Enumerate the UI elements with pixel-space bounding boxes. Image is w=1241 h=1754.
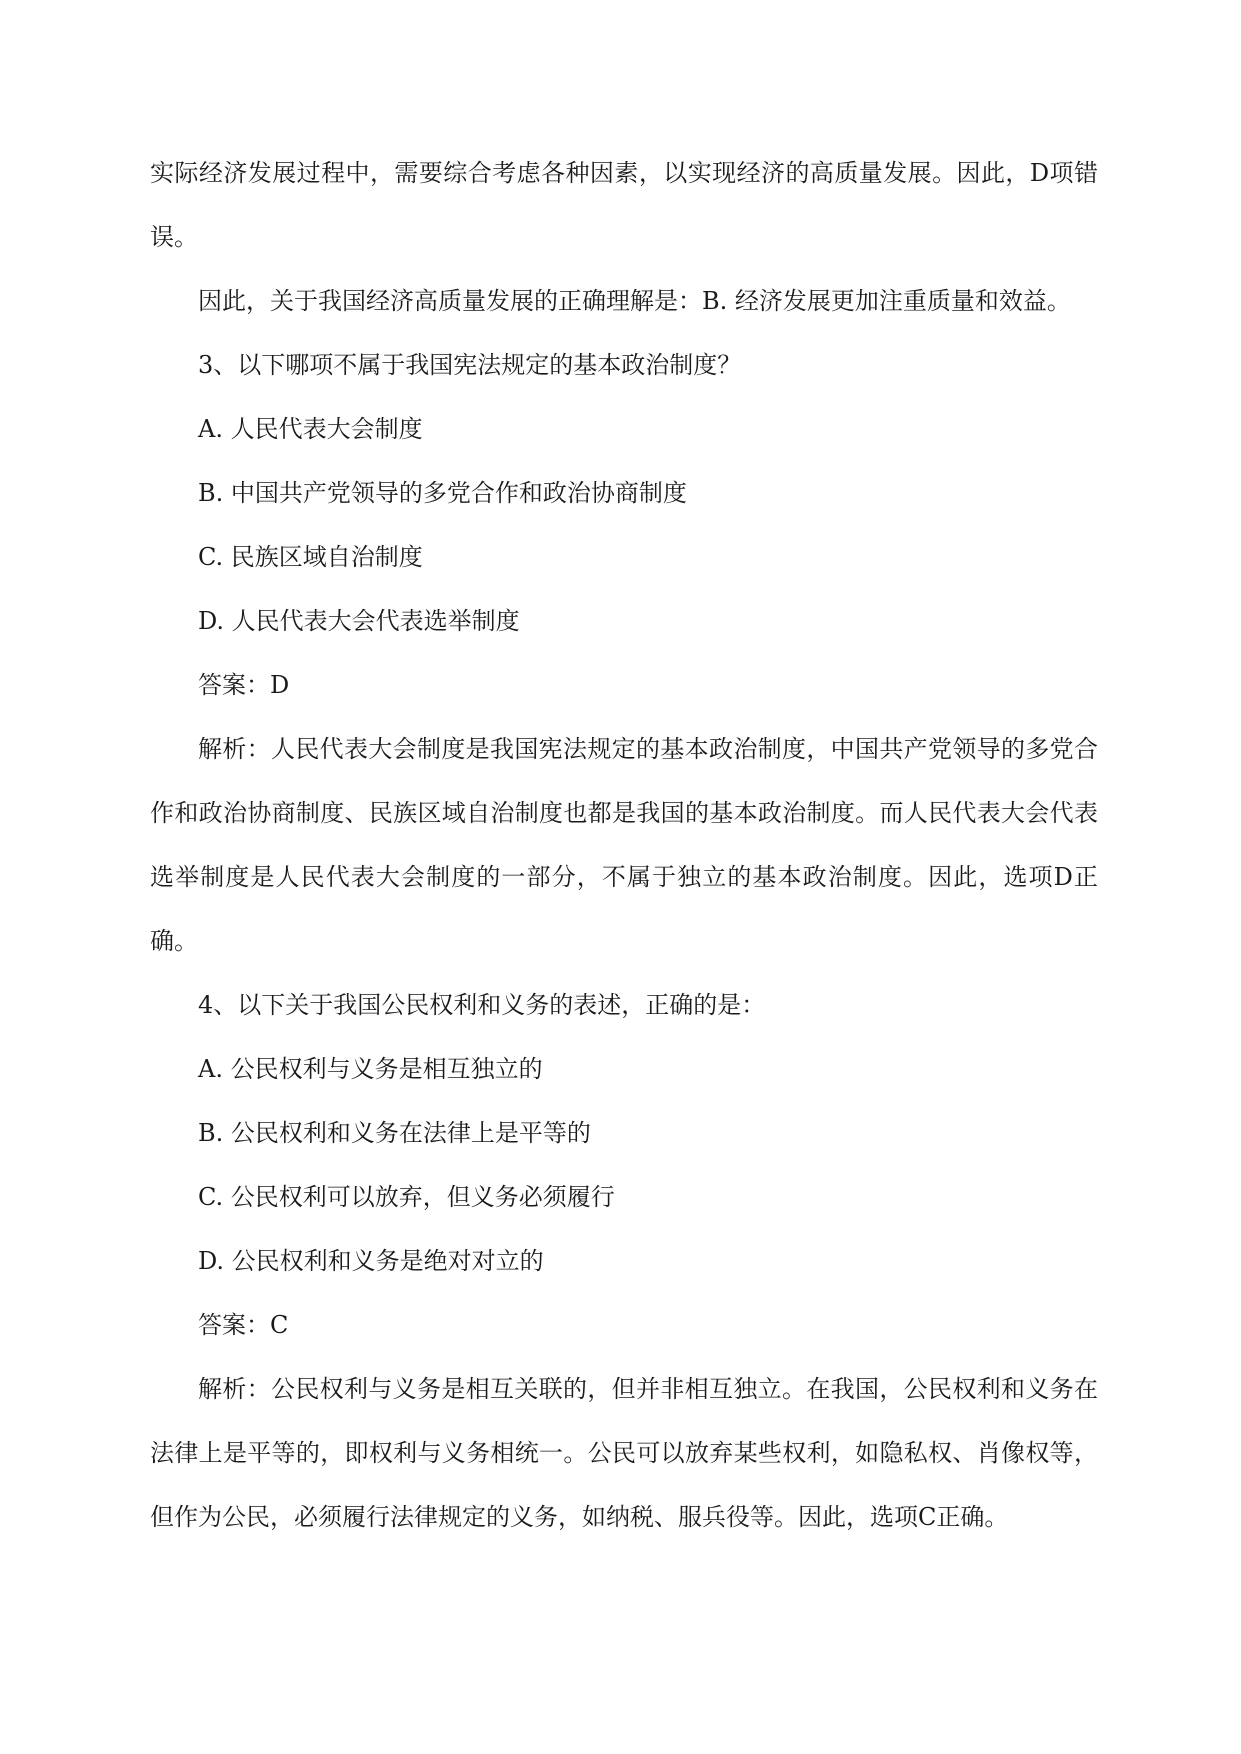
paragraph-conclusion: 因此，关于我国经济高质量发展的正确理解是：B. 经济发展更加注重质量和效益。: [198, 287, 1071, 315]
question-3-option-d: D. 人民代表大会代表选举制度: [198, 607, 520, 635]
question-3-option-c: C. 民族区域自治制度: [198, 543, 423, 571]
question-4: 4、以下关于我国公民权利和义务的表述，正确的是：: [198, 991, 766, 1019]
document-body: [150, 141, 1098, 1549]
question-4-explanation: 解析：公民权利与义务是相互关联的，但并非相互独立。在我国，公民权利和义务在法律上是平等的，即权利与义务相统一。公民可以放弃某些权利，如隐私权、肖像权等，但作为公民，必须履行法律规定的义务，如纳税、服兵役等。因此，选项C正确。: [150, 1375, 1098, 1531]
question-3-option-a: A. 人民代表大会制度: [198, 415, 423, 443]
question-4-option-a: A. 公民权利与义务是相互独立的: [198, 1055, 543, 1083]
question-4-option-d: D. 公民权利和义务是绝对对立的: [198, 1247, 544, 1275]
question-4-option-b: B. 公民权利和义务在法律上是平等的: [198, 1119, 591, 1147]
question-4-answer: 答案：C: [198, 1311, 289, 1339]
question-3-option-b: B. 中国共产党领导的多党合作和政治协商制度: [198, 479, 687, 507]
question-3-explanation: 解析：人民代表大会制度是我国宪法规定的基本政治制度，中国共产党领导的多党合作和政治协商制度、民族区域自治制度也都是我国的基本政治制度。而人民代表大会代表选举制度是人民代表大会制度的一部分，不属于独立的基本政治制度。因此，选项D正确。: [150, 735, 1098, 955]
question-3-answer: 答案：D: [198, 671, 290, 699]
question-3: 3、以下哪项不属于我国宪法规定的基本政治制度？: [198, 351, 742, 379]
question-4-option-c: C. 公民权利可以放弃，但义务必须履行: [198, 1183, 615, 1211]
paragraph-continuation: 实际经济发展过程中，需要综合考虑各种因素，以实现经济的高质量发展。因此，D项错误。: [150, 159, 1098, 251]
